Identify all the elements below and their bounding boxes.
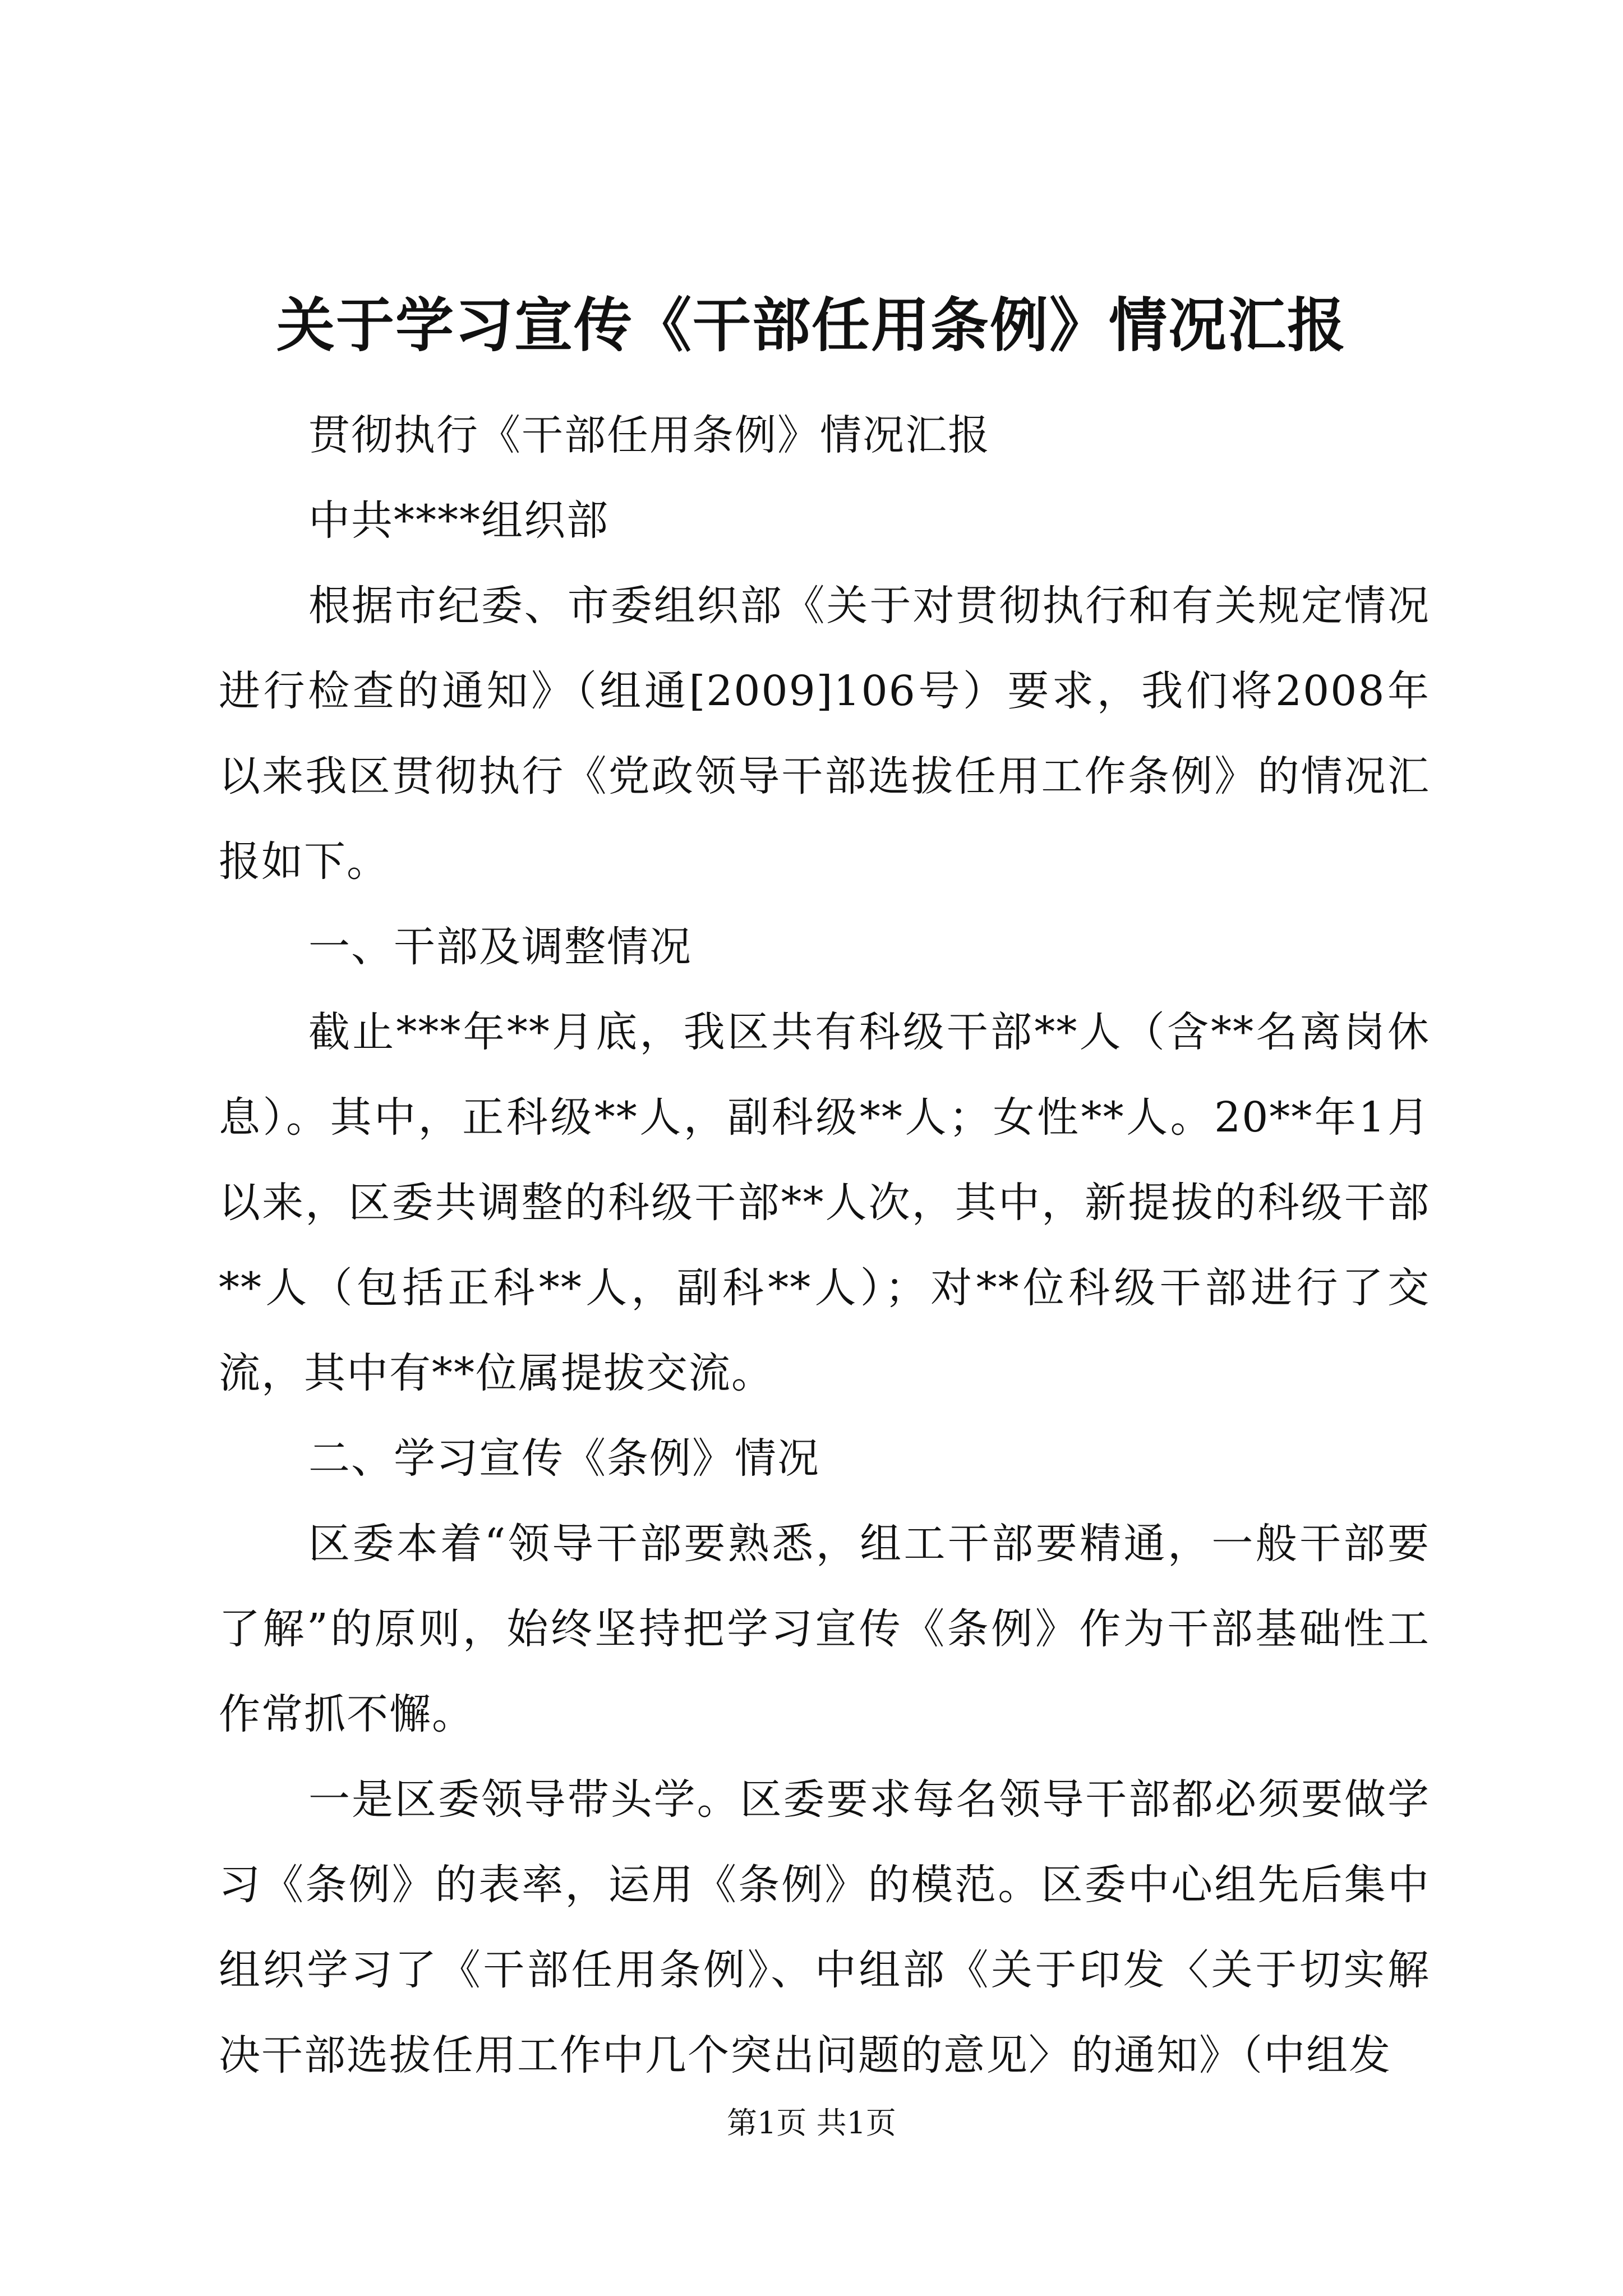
section-heading-1: 一、干部及调整情况	[308, 923, 692, 971]
page-number: 第1页 共1页	[727, 2105, 896, 2141]
section-2-point-1: 一是区委领导带头学。区委要求每名领导干部都必须要做学习《条例》的表率，运用《条例》的模范。区委中心组先后集中组织学习了《干部任用条例》、中组部《关于印发〈关于切实解决干部选拔任用工作中几个突出问题的意见〉的通知》（中组发	[219, 1775, 1430, 2079]
section-heading-2: 二、学习宣传《条例》情况	[308, 1434, 820, 1483]
intro-paragraph: 根据市纪委、市委组织部《关于对贯彻执行和有关规定情况进行检查的通知》（组通[2009]106号）要求，我们将2008年以来我区贯彻执行《党政领导干部选拔任用工作条例》的情况汇报如下。	[219, 582, 1430, 886]
subtitle-line: 贯彻执行《干部任用条例》情况汇报	[308, 411, 990, 459]
document-title: 关于学习宣传《干部任用条例》情况汇报	[276, 291, 1347, 360]
section-1-paragraph: 截止***年**月底，我区共有科级干部**人（含**名离岗休息）。其中，正科级**人，副科级**人；女性**人。20**年1月以来，区委共调整的科级干部**人次，其中，新提拔的科级干部**人（包括正科**人，副科**人）；对**位科级干部进行了交流，其中有**位属提拔交流。	[219, 1008, 1430, 1397]
section-2-paragraph: 区委本着“领导干部要熟悉，组工干部要精通，一般干部要了解”的原则，始终坚持把学习宣传《条例》作为干部基础性工作常抓不懈。	[219, 1520, 1430, 1738]
issuer-line: 中共****组织部	[308, 496, 609, 545]
